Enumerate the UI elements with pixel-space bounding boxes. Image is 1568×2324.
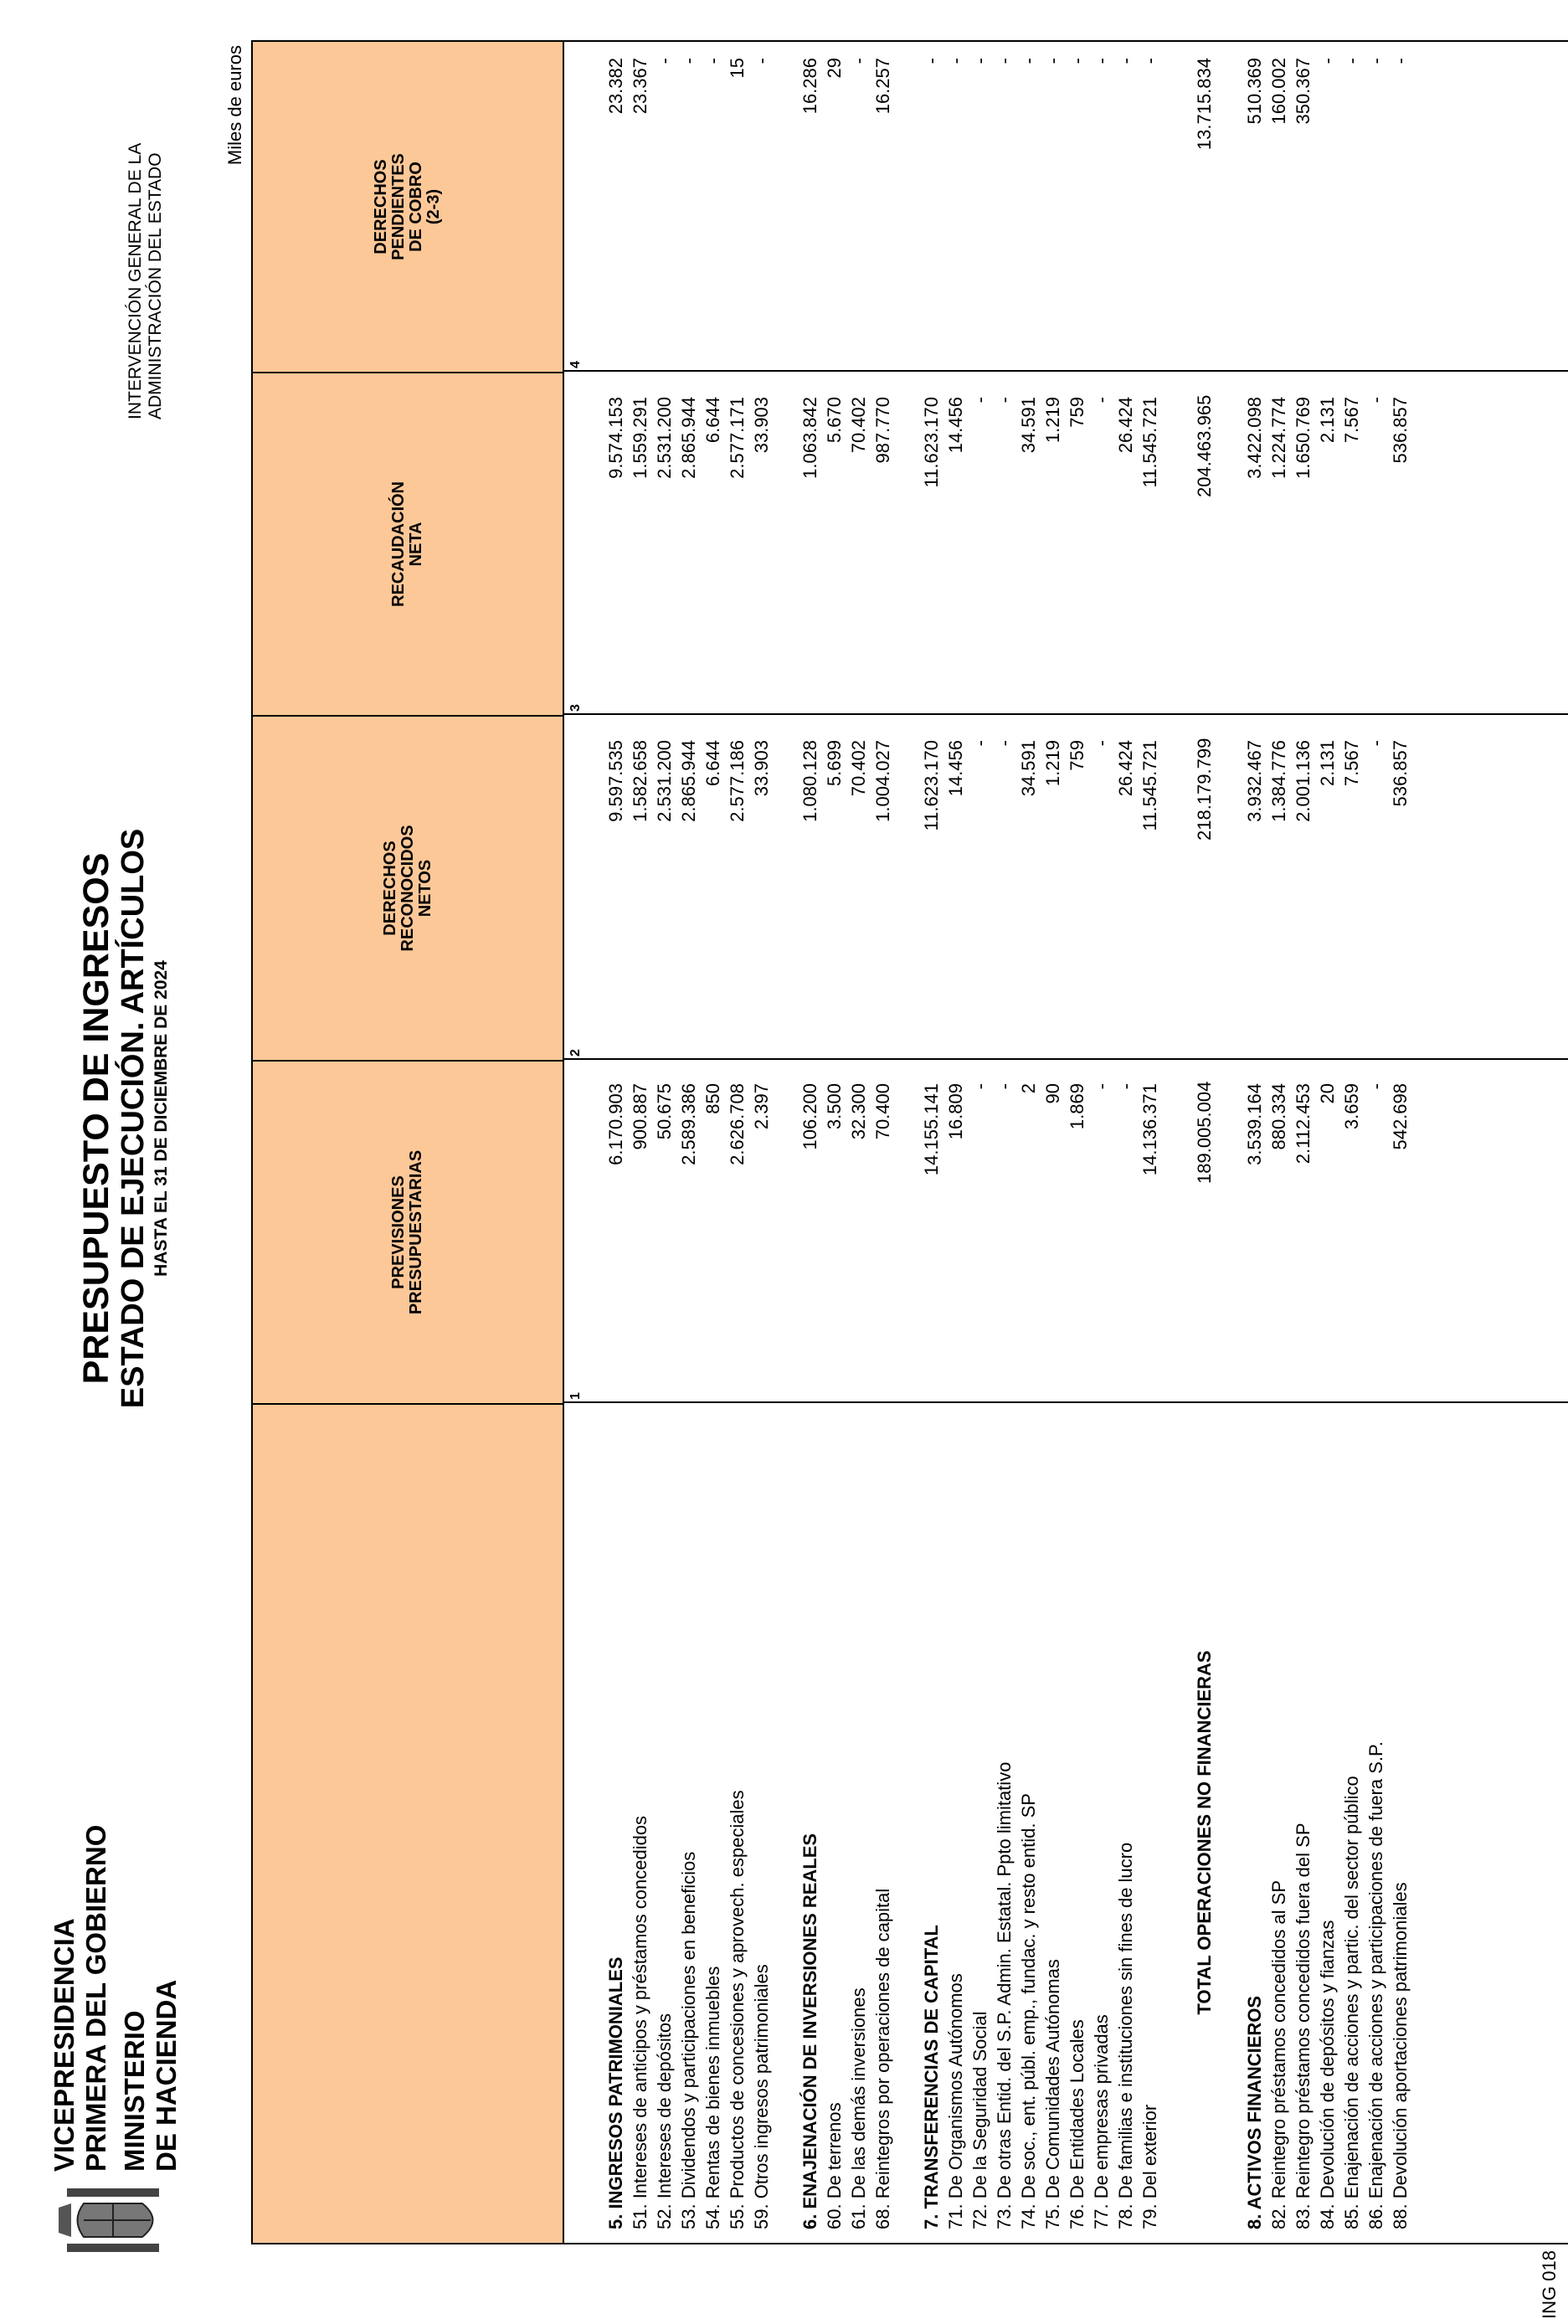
- value-cell: 3.932.467: [1244, 740, 1265, 822]
- value-cell: 900.887: [630, 1083, 650, 1150]
- value-cell: -: [1139, 58, 1160, 64]
- row-label: 77. De empresas privadas: [1091, 2014, 1112, 2229]
- value-cell: 2.865.944: [678, 397, 699, 479]
- table-row: [702, 42, 725, 2243]
- table-row: [1389, 42, 1412, 2243]
- value-cell: -: [1365, 397, 1386, 404]
- table-row: [1066, 42, 1089, 2243]
- value-cell: 2.397: [751, 1083, 772, 1130]
- row-label: 61. De las demás inversiones: [848, 1987, 869, 2229]
- value-cell: 880.334: [1268, 1083, 1289, 1150]
- value-cell: 2.531.200: [654, 740, 675, 822]
- table-row: [1267, 42, 1291, 2243]
- value-cell: -: [1091, 740, 1112, 747]
- table-row: [750, 42, 774, 2243]
- table-row: [993, 42, 1016, 2243]
- value-cell: -: [1115, 1083, 1136, 1090]
- row-label: 82. Reintegro préstamos concedidos al SP: [1268, 1879, 1289, 2229]
- value-cell: -: [702, 58, 723, 64]
- value-cell: 987.770: [872, 397, 893, 464]
- value-cell: -: [1341, 58, 1362, 64]
- value-cell: 9.597.535: [605, 740, 626, 822]
- table-row: [1090, 42, 1113, 2243]
- document-id: ING 018: [1539, 2250, 1560, 2319]
- value-cell: 204.463.965: [1194, 394, 1215, 497]
- value-cell: 106.200: [799, 1083, 820, 1150]
- table-row: [871, 42, 895, 2243]
- value-cell: -: [751, 58, 772, 64]
- value-cell: 350.367: [1293, 58, 1314, 125]
- value-cell: -: [1115, 58, 1136, 64]
- value-cell: 11.545.721: [1139, 740, 1160, 831]
- value-cell: 1.559.291: [630, 397, 650, 479]
- value-cell: -: [1018, 58, 1039, 64]
- value-cell: -: [994, 740, 1015, 747]
- value-cell: 3.539.164: [1244, 1083, 1265, 1165]
- report-title: PRESUPUESTO DE INGRESOS ESTADO DE EJECUCIÓN. ARTÍCULOS HASTA EL 31 DE DICIEMBRE DE 2024: [76, 828, 171, 1409]
- table-row: [847, 42, 871, 2243]
- value-cell: -: [969, 397, 990, 404]
- row-label: 84. Devolución de depósitos y fianzas: [1317, 1920, 1338, 2229]
- row-label: 52. Intereses de depósitos: [654, 2013, 675, 2229]
- row-label: 73. De otras Entid. del S.P. Admin. Estatal. Ppto limitativo: [994, 1761, 1015, 2229]
- value-cell: -: [945, 58, 966, 64]
- value-cell: 90: [1042, 1083, 1063, 1104]
- value-cell: 3.659: [1341, 1083, 1362, 1130]
- value-cell: 11.623.170: [921, 397, 942, 488]
- table-row: [1340, 42, 1364, 2243]
- value-cell: 26.424: [1115, 397, 1136, 454]
- value-cell: 16.257: [872, 58, 893, 115]
- value-cell: 33.903: [751, 397, 772, 454]
- value-cell: 2.865.944: [678, 740, 699, 822]
- value-cell: 6.644: [702, 397, 723, 444]
- value-cell: 14.136.371: [1139, 1083, 1160, 1176]
- table-row: [726, 42, 749, 2243]
- header-derechos-reconocidos: DERECHOS RECONOCIDOS NETOS 2: [253, 715, 564, 1060]
- value-cell: 850: [702, 1083, 723, 1114]
- row-label: 55. Productos de concesiones y aprovech. especiales: [727, 1790, 748, 2229]
- value-cell: 1.063.842: [799, 397, 820, 479]
- value-cell: 510.369: [1244, 58, 1265, 125]
- value-cell: 1.004.027: [872, 740, 893, 822]
- value-cell: 26.424: [1115, 740, 1136, 797]
- value-cell: -: [969, 58, 990, 64]
- value-cell: 2.531.200: [654, 397, 675, 479]
- value-cell: 70.402: [848, 740, 869, 797]
- total-row: [1193, 42, 1216, 2243]
- value-cell: 5.699: [824, 740, 845, 787]
- value-cell: 3.500: [824, 1083, 845, 1130]
- header-pendientes: DERECHOS PENDIENTES DE COBRO (2-3) 4: [253, 42, 564, 372]
- value-cell: 9.574.153: [605, 397, 626, 479]
- value-cell: 2.112.453: [1293, 1083, 1314, 1165]
- value-cell: 1.219: [1042, 740, 1063, 787]
- value-cell: -: [994, 1083, 1015, 1090]
- value-cell: 542.698: [1390, 1083, 1411, 1150]
- value-cell: 34.591: [1018, 397, 1039, 454]
- row-label: 85. Enajenación de acciones y partic. del sector público: [1341, 1776, 1362, 2229]
- value-cell: 20: [1317, 1083, 1338, 1104]
- coat-of-arms-icon: [50, 2187, 176, 2254]
- value-cell: 11.623.170: [921, 740, 942, 831]
- value-cell: 29: [824, 58, 845, 79]
- value-cell: 218.179.799: [1194, 738, 1215, 841]
- value-cell: 16.286: [799, 58, 820, 115]
- value-cell: -: [1091, 1083, 1112, 1090]
- value-cell: 2.626.708: [727, 1083, 748, 1165]
- row-label: 79. Del exterior: [1139, 2104, 1160, 2229]
- value-cell: -: [969, 740, 990, 747]
- header-previsiones: PREVISIONES PRESUPUESTARIAS 1: [253, 1060, 564, 1403]
- value-cell: 1.869: [1067, 1083, 1087, 1130]
- value-cell: 2.589.386: [678, 1083, 699, 1165]
- row-label: 74. De soc., ent. públ. emp., fundac. y resto entid. SP: [1018, 1793, 1039, 2229]
- row-label: 8. ACTIVOS FINANCIEROS: [1244, 1995, 1265, 2229]
- header-recaudacion: RECAUDACIÓN NETA 3: [253, 372, 564, 715]
- value-cell: 34.591: [1018, 740, 1039, 797]
- table-row: [1017, 42, 1041, 2243]
- value-cell: 1.384.776: [1268, 740, 1289, 822]
- value-cell: 23.382: [605, 58, 626, 115]
- value-cell: 11.545.721: [1139, 397, 1160, 488]
- value-cell: 70.402: [848, 397, 869, 454]
- table-row: [653, 42, 676, 2243]
- row-label: 53. Dividendos y participaciones en beneficios: [678, 1851, 699, 2229]
- value-cell: 1.224.774: [1268, 397, 1289, 479]
- table-row: [969, 42, 992, 2243]
- row-label: 86. Enajenación de acciones y participaciones de fuera S.P.: [1365, 1741, 1386, 2229]
- value-cell: 14.456: [945, 740, 966, 797]
- row-label: 88. Devolución aportaciones patrimoniales: [1390, 1882, 1411, 2229]
- section-row: [1243, 42, 1267, 2243]
- table-row: [629, 42, 652, 2243]
- value-cell: 2.001.136: [1293, 740, 1314, 822]
- value-cell: -: [921, 58, 942, 64]
- value-cell: 6.170.903: [605, 1083, 626, 1165]
- row-label: 54. Rentas de bienes inmuebles: [702, 1966, 723, 2229]
- value-cell: 2.131: [1317, 397, 1338, 444]
- value-cell: 33.903: [751, 740, 772, 797]
- value-cell: -: [1067, 58, 1087, 64]
- value-cell: 14.155.141: [921, 1083, 942, 1176]
- value-cell: 50.675: [654, 1083, 675, 1140]
- row-label: TOTAL OPERACIONES NO FINANCIERAS: [1194, 1650, 1215, 2015]
- table-row: [1316, 42, 1339, 2243]
- value-cell: 70.400: [872, 1083, 893, 1140]
- value-cell: 16.809: [945, 1083, 966, 1140]
- value-cell: -: [969, 1083, 990, 1090]
- value-cell: 14.456: [945, 397, 966, 454]
- value-cell: 189.005.004: [1194, 1081, 1215, 1184]
- header-concept: [253, 1403, 564, 2243]
- value-cell: -: [1365, 740, 1386, 747]
- value-cell: 1.582.658: [630, 740, 650, 822]
- row-label: 51. Intereses de anticipos y préstamos concedidos: [630, 1815, 650, 2229]
- value-cell: 2.577.186: [727, 740, 748, 822]
- value-cell: -: [1091, 58, 1112, 64]
- row-label: 7. TRANSFERENCIAS DE CAPITAL: [921, 1925, 942, 2229]
- value-cell: 15: [727, 58, 748, 79]
- value-cell: -: [1042, 58, 1063, 64]
- row-label: 59. Otros ingresos patrimoniales: [751, 1964, 772, 2229]
- value-cell: 5.670: [824, 397, 845, 444]
- row-label: 5. INGRESOS PATRIMONIALES: [605, 1956, 626, 2229]
- section-row: [604, 42, 628, 2243]
- value-cell: 7.567: [1341, 740, 1362, 787]
- value-cell: -: [654, 58, 675, 64]
- budget-table: [251, 40, 1568, 2244]
- row-label: 68. Reintegros por operaciones de capital: [872, 1888, 893, 2229]
- row-label: 76. De Entidades Locales: [1067, 2019, 1087, 2229]
- row-label: 83. Reintegro préstamos concedidos fuera del SP: [1293, 1823, 1314, 2229]
- vicepresidencia-heading: VICEPRESIDENCIA PRIMERA DEL GOBIERNO: [49, 1824, 111, 2172]
- value-cell: 759: [1067, 740, 1087, 771]
- value-cell: 1.650.769: [1293, 397, 1314, 479]
- table-row: [1041, 42, 1065, 2243]
- value-cell: -: [1317, 58, 1338, 64]
- table-row: [677, 42, 701, 2243]
- value-cell: 1.080.128: [799, 740, 820, 822]
- value-cell: 3.422.098: [1244, 397, 1265, 479]
- value-cell: 536.857: [1390, 740, 1411, 807]
- value-cell: 759: [1067, 397, 1087, 428]
- igae-heading: INTERVENCIÓN GENERAL DE LA ADMINISTRACIÓN DEL ESTADO: [126, 142, 165, 419]
- value-cell: -: [678, 58, 699, 64]
- value-cell: -: [1365, 1083, 1386, 1090]
- value-cell: -: [994, 58, 1015, 64]
- row-label: 72. De la Seguridad Social: [969, 2011, 990, 2229]
- value-cell: 7.567: [1341, 397, 1362, 444]
- table-row: [944, 42, 968, 2243]
- value-cell: -: [1390, 58, 1411, 64]
- value-cell: 32.300: [848, 1083, 869, 1140]
- units-label: Miles de euros: [224, 45, 245, 166]
- value-cell: 160.002: [1268, 58, 1289, 125]
- value-cell: 2.577.171: [727, 397, 748, 479]
- value-cell: 23.367: [630, 58, 650, 115]
- table-row: [1139, 42, 1162, 2243]
- row-label: 6. ENAJENACIÓN DE INVERSIONES REALES: [799, 1833, 820, 2229]
- row-label: 60. De terrenos: [824, 2102, 845, 2229]
- value-cell: 536.857: [1390, 397, 1411, 464]
- section-row: [799, 42, 822, 2243]
- row-label: 75. De Comunidades Autónomas: [1042, 1959, 1063, 2229]
- value-cell: -: [994, 397, 1015, 404]
- value-cell: 2.131: [1317, 740, 1338, 787]
- table-row: [823, 42, 846, 2243]
- table-row: [1114, 42, 1138, 2243]
- value-cell: 13.715.834: [1194, 58, 1215, 151]
- value-cell: 6.644: [702, 740, 723, 787]
- table-row: [1365, 42, 1388, 2243]
- ministerio-heading: MINISTERIO DE HACIENDA: [119, 1979, 182, 2172]
- row-label: 78. De familias e instituciones sin fines de lucro: [1115, 1842, 1136, 2229]
- value-cell: 2: [1018, 1083, 1039, 1094]
- value-cell: -: [1365, 58, 1386, 64]
- section-row: [920, 42, 943, 2243]
- table-row: [1292, 42, 1315, 2243]
- row-label: 71. De Organismos Autónomos: [945, 1973, 966, 2229]
- value-cell: -: [1091, 397, 1112, 404]
- value-cell: -: [848, 58, 869, 64]
- value-cell: 1.219: [1042, 397, 1063, 444]
